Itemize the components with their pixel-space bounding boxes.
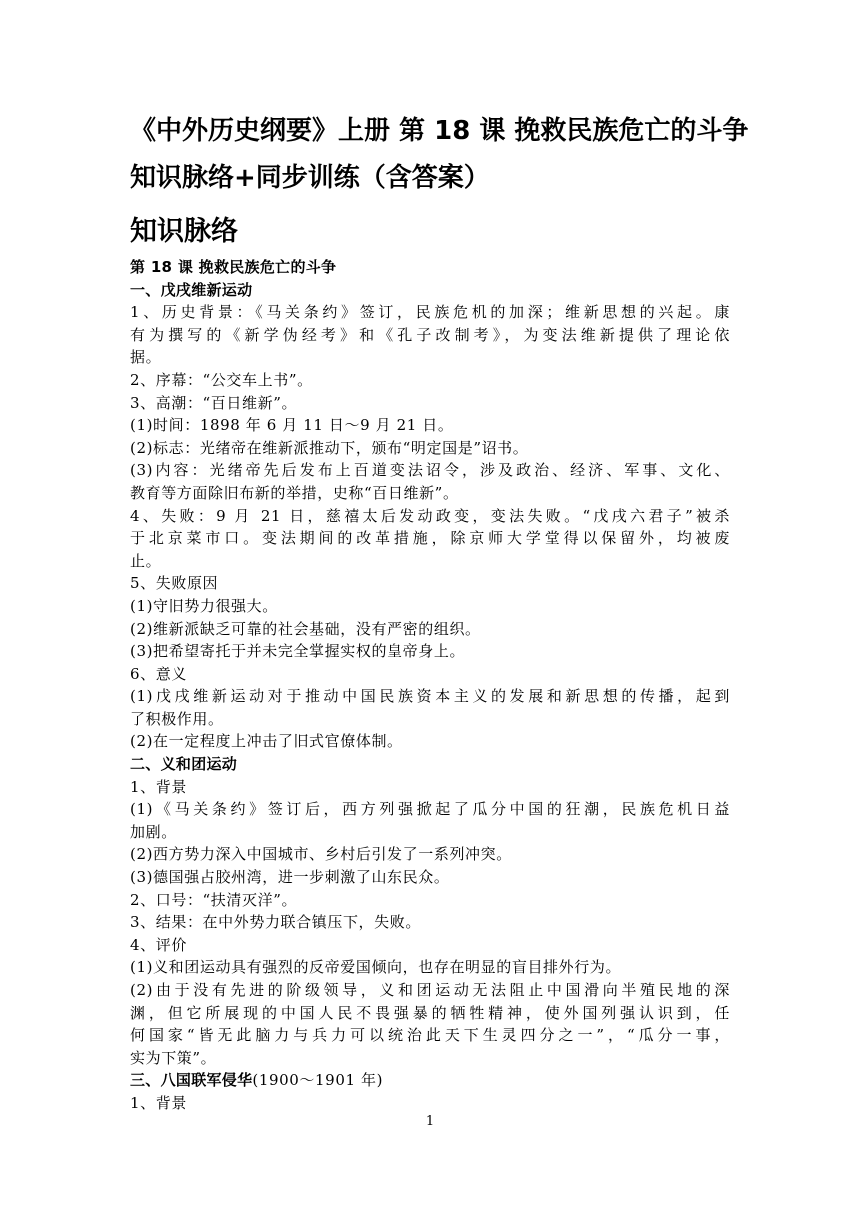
text-line: (3)德国强占胶州湾，进一步刺激了山东民众。 bbox=[130, 868, 450, 887]
text-line: 实为下策”。 bbox=[130, 1048, 217, 1067]
text-line: 何国家“皆无此脑力与兵力可以统治此天下生灵四分之一”，“瓜分一事， bbox=[130, 1026, 730, 1045]
title-line-2: 知识脉络+同步训练（含答案） bbox=[130, 163, 490, 193]
document-title bbox=[130, 108, 750, 202]
text-line: 教育等方面除旧布新的举措，史称“百日维新”。 bbox=[130, 483, 459, 502]
text-line: 渊，但它所展现的中国人民不畏强暴的牺牲精神，使外国列强认识到，任 bbox=[130, 1003, 730, 1022]
text-line: (2)西方势力深入中国城市、乡村后引发了一系列冲突。 bbox=[130, 845, 512, 864]
heading-suffix: (1900～1901 年) bbox=[252, 1071, 384, 1090]
text-line: (1)义和团运动具有强烈的反帝爱国倾向，也存在明显的盲目排外行为。 bbox=[130, 958, 622, 977]
title-line-1: 《中外历史纲要》上册 第 18 课 挽救民族危亡的斗争 bbox=[130, 116, 749, 146]
text-line: 2、序幕：“公交车上书”。 bbox=[130, 370, 313, 389]
text-line: 了积极作用。 bbox=[130, 709, 224, 728]
text-line: 3、高潮：“百日维新”。 bbox=[130, 393, 298, 412]
text-line: 1、背景 bbox=[130, 1093, 187, 1112]
text-line: 4、失败：9 月 21 日，慈禧太后发动政变，变法失败。“戊戌六君子”被杀 bbox=[130, 506, 730, 525]
text-line: (1)《马关条约》签订后，西方列强掀起了瓜分中国的狂潮，民族危机日益 bbox=[130, 800, 730, 819]
text-line: 4、评价 bbox=[130, 935, 187, 954]
page-number: 1 bbox=[425, 1114, 435, 1129]
text-line: 2、口号：“扶清灭洋”。 bbox=[130, 890, 298, 909]
text-line: 6、意义 bbox=[130, 664, 187, 683]
text-line bbox=[130, 1069, 730, 1092]
text-line: (1)守旧势力很强大。 bbox=[130, 596, 278, 615]
text-line: (1)时间：1898 年 6 月 11 日～9 月 21 日。 bbox=[130, 416, 454, 435]
text-line: 止。 bbox=[130, 551, 162, 570]
text-line: (2)标志：光绪帝在维新派推动下，颁布“明定国是”诏书。 bbox=[130, 438, 529, 457]
text-line: 3、结果：在中外势力联合镇压下，失败。 bbox=[130, 913, 421, 932]
text-line: 于北京菜市口。变法期间的改革措施，除京师大学堂得以保留外，均被废 bbox=[130, 529, 730, 548]
text-line: (2)维新派缺乏可靠的社会基础，没有严密的组织。 bbox=[130, 619, 481, 638]
section-heading: 知识脉络 bbox=[130, 216, 238, 247]
text-line: 1、背景 bbox=[130, 777, 187, 796]
text-line: 一、戊戌维新运动 bbox=[130, 280, 253, 299]
text-line: (2)由于没有先进的阶级领导，义和团运动无法阻止中国滑向半殖民地的深 bbox=[130, 981, 730, 999]
text-line: (2)在一定程度上冲击了旧式官僚体制。 bbox=[130, 732, 403, 751]
text-line: (3)内容：光绪帝先后发布上百道变法诏令，涉及政治、经济、军事、文化、 bbox=[130, 461, 730, 480]
text-line: 5、失败原因 bbox=[130, 574, 219, 593]
text-line: (1)戊戌维新运动对于推动中国民族资本主义的发展和新思想的传播，起到 bbox=[130, 687, 730, 706]
text-line: 据。 bbox=[130, 348, 162, 367]
text-line: 1、历史背景：《马关条约》签订，民族危机的加深；维新思想的兴起。康 bbox=[130, 303, 730, 322]
text-line: 二、义和团运动 bbox=[130, 755, 238, 774]
text-line: 第 18 课 挽救民族危亡的斗争 bbox=[130, 258, 337, 276]
heading-text: 三、八国联军侵华 bbox=[130, 1071, 253, 1090]
text-line: (3)把希望寄托于并未完全掌握实权的皇帝身上。 bbox=[130, 642, 466, 661]
document-body bbox=[130, 256, 730, 1115]
text-line: 有为撰写的《新学伪经考》和《孔子改制考》，为变法维新提供了理论依 bbox=[130, 325, 730, 344]
text-line: 加剧。 bbox=[130, 822, 177, 841]
